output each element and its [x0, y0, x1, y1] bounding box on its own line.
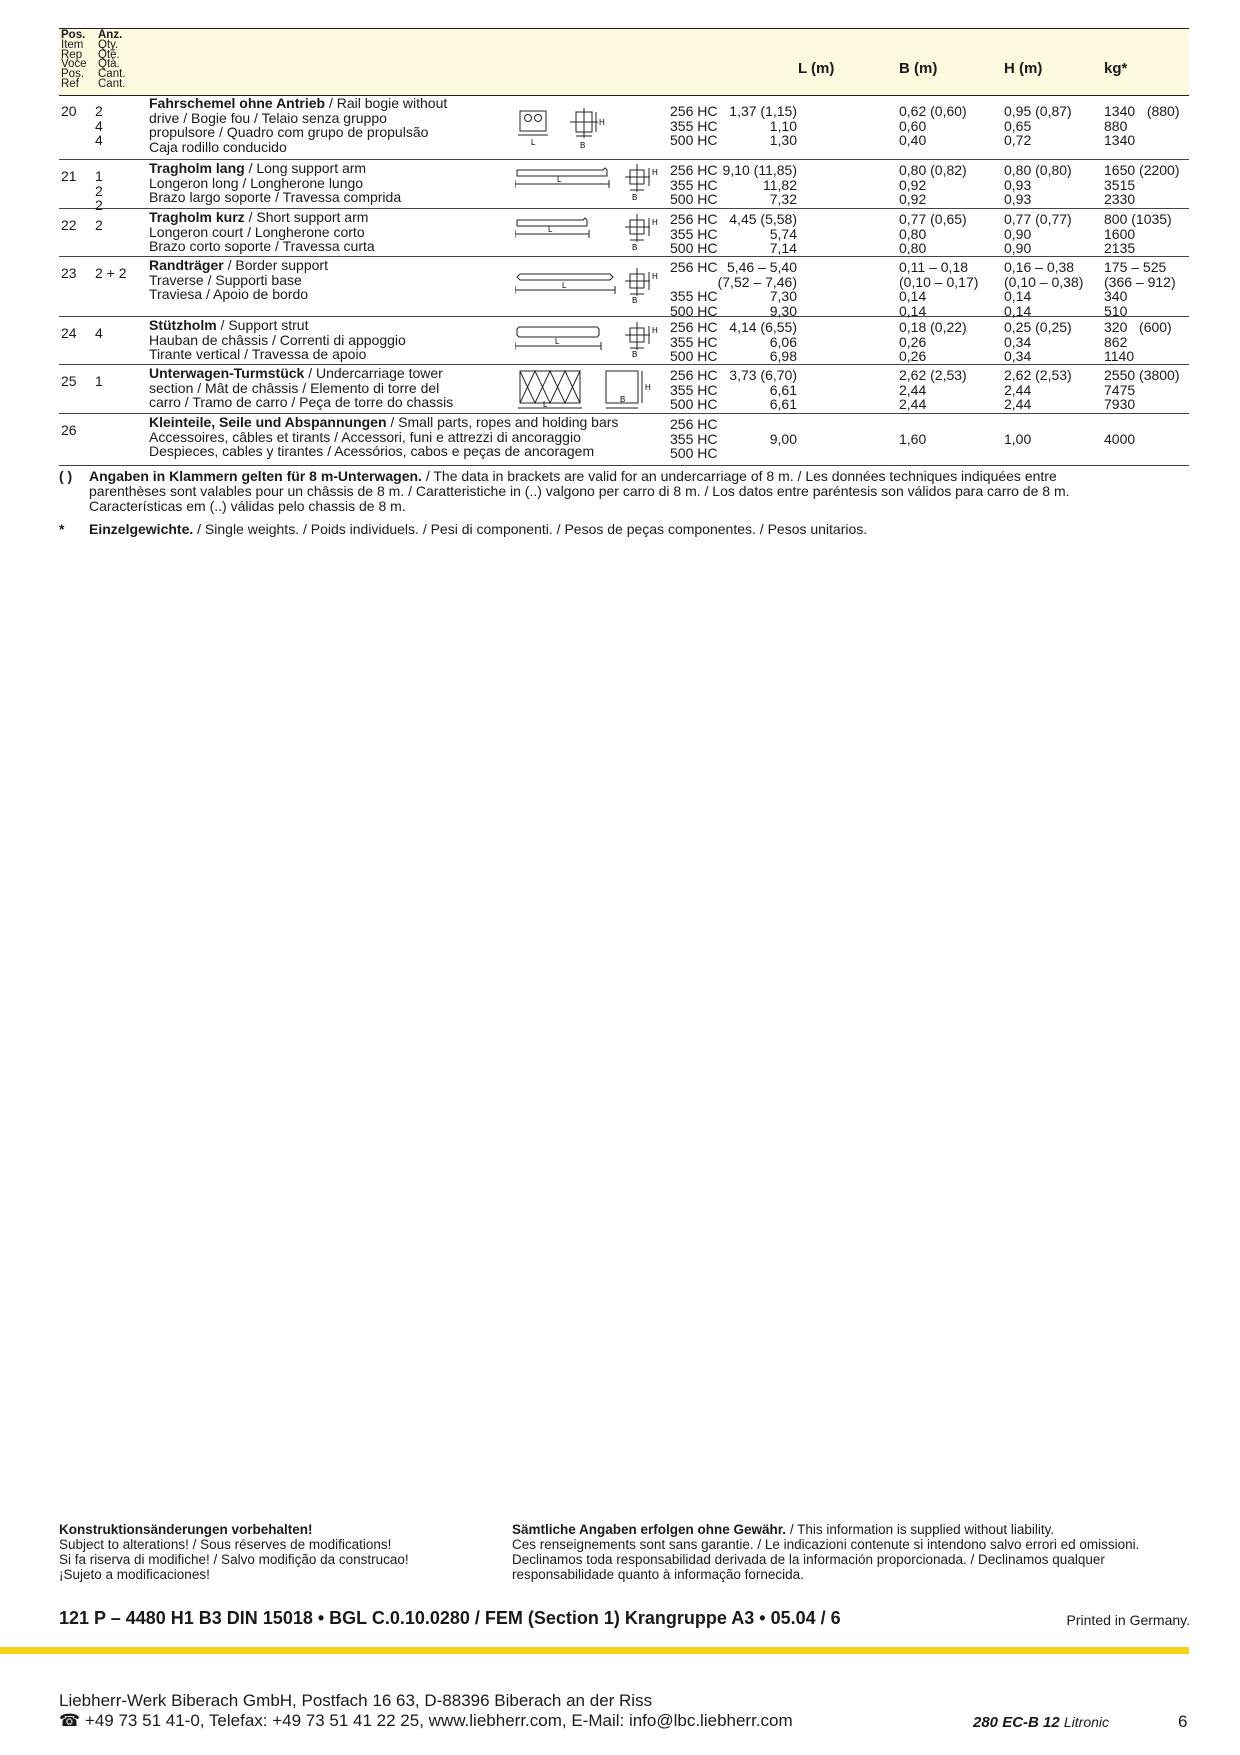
- description-text: drive / Bogie fou / Telaio senza gruppo: [149, 109, 387, 126]
- quantity-value: 2 + 2: [95, 265, 127, 281]
- qty-label: Qtà.: [98, 58, 120, 71]
- weight-value: 2550 (3800): [1104, 367, 1180, 383]
- description-text: Traverse / Supporti base: [149, 271, 302, 288]
- row-description: [149, 415, 618, 459]
- row-width: [899, 320, 967, 364]
- row-width: [899, 163, 967, 207]
- bracket-note-text: parenthèses sont valables pour un châssis de 8 m. / Caratteristiche in (..) valgono per carro di 8 m. / Los datos entre paréntesis son válidos para carro de 8 m.: [89, 483, 1070, 499]
- row-height: [1004, 104, 1072, 148]
- figure-label-h: H: [652, 326, 658, 335]
- weight-value: [1104, 446, 1186, 461]
- length-value: 1,30: [769, 132, 797, 148]
- row-position: 22: [61, 217, 77, 233]
- height-value: 0,72: [1004, 132, 1032, 148]
- liability-line: Ces renseignements sont sans garantie. / Le indicazioni contenute si intendono salvo errori ed omissioni.: [512, 1537, 1140, 1552]
- description-bold: Kleinteile, Seile und Abspannungen: [149, 414, 387, 430]
- height-value: 0,95 (0,87): [1004, 103, 1072, 119]
- row-weight: [1104, 417, 1186, 461]
- row-quantity: [95, 169, 103, 213]
- row-height: [1004, 417, 1031, 461]
- height-value: [1004, 446, 1031, 461]
- height-value: 0,90: [1004, 240, 1032, 256]
- width-value: 0,40: [899, 132, 927, 148]
- figure-label-h: H: [652, 272, 658, 281]
- row-height: [1004, 320, 1072, 364]
- length-value: 6,61: [769, 396, 797, 412]
- liability-bold: Sämtliche Angaben erfolgen ohne Gewähr.: [512, 1522, 787, 1537]
- length-value: 4,14 (6,55): [729, 319, 797, 335]
- contact-text: +49 73 51 41-0, Telefax: +49 73 51 41 22 25, www.liebherr.com, E-Mail: info@lbc.liebherr.com: [84, 1711, 793, 1730]
- pos-label: Pos.: [61, 68, 85, 81]
- model-value: 355 HC: [670, 176, 718, 193]
- qty-label: Cant.: [98, 68, 126, 81]
- quantity-value: 4: [95, 325, 103, 341]
- width-value: 1,60: [899, 430, 927, 447]
- alterations-line: Subject to alterations! / Sous réserves de modifications!: [59, 1537, 392, 1552]
- length-value: 6,06: [769, 333, 797, 350]
- alterations-line: ¡Sujeto a modificaciones!: [59, 1567, 210, 1582]
- model-value: 256 HC: [670, 162, 718, 178]
- description-text: Brazo corto soporte / Travessa curta: [149, 238, 375, 254]
- length-value: [707, 446, 797, 461]
- width-value: 0,18 (0,22): [899, 319, 967, 335]
- figure-label-b: B: [620, 395, 626, 404]
- column-header-width: B (m): [899, 60, 938, 77]
- row-weight: [1104, 163, 1186, 207]
- width-value: 0,26: [899, 333, 927, 350]
- length-value: 7,14: [769, 240, 797, 256]
- column-header-height: H (m): [1004, 60, 1043, 77]
- short-support-arm-figure: [515, 212, 665, 252]
- height-value: 0,14: [1004, 288, 1032, 304]
- length-value: 1,10: [769, 117, 797, 134]
- length-value: [707, 417, 797, 432]
- quantity-value: 2: [95, 217, 103, 233]
- length-value: (7,52 – 7,46): [717, 273, 797, 290]
- pos-label: Rep: [61, 48, 83, 61]
- row-weight: [1104, 320, 1186, 364]
- row-width: [899, 212, 967, 256]
- liability-line: Declinamos toda responsabilidad derivada de la información proporcionada. / Declinamos qualquer: [512, 1552, 1105, 1567]
- width-value: 0,92: [899, 176, 927, 193]
- description-text: Longeron court / Longherone corto: [149, 223, 365, 240]
- row-description: [149, 366, 453, 410]
- row-width: [899, 260, 978, 318]
- row-position: 23: [61, 265, 77, 281]
- height-value: 2,44: [1004, 381, 1032, 398]
- description-text: Tirante vertical / Travessa de apoio: [149, 346, 367, 362]
- height-value: 0,34: [1004, 348, 1032, 364]
- page-number: 6: [1178, 1712, 1188, 1731]
- weight-value: [1104, 417, 1186, 432]
- qty-label: Qté.: [98, 48, 120, 61]
- row-position: 20: [61, 103, 77, 119]
- length-value: 11,82: [763, 176, 797, 193]
- height-value: 0,34: [1004, 333, 1032, 350]
- row-quantity: [95, 374, 103, 389]
- bracket-note-bold: Angaben in Klammern gelten für 8 m-Unterwagen.: [89, 468, 422, 484]
- height-value: 2,62 (2,53): [1004, 367, 1072, 383]
- alterations-bold: Konstruktionsänderungen vorbehalten!: [59, 1522, 313, 1537]
- row-length: [707, 368, 797, 412]
- width-value: 0,14: [899, 288, 927, 304]
- pos-label: Voce: [61, 58, 87, 71]
- width-value: 0,80 (0,82): [899, 162, 967, 178]
- bracket-note-text: / The data in brackets are valid for an undercarriage of 8 m. / Les données techniques indiquées entre: [421, 468, 1057, 484]
- width-value: 0,80: [899, 225, 927, 242]
- row-quantity: [95, 326, 103, 341]
- row-length: [707, 417, 797, 461]
- row-height: [1004, 212, 1072, 256]
- model-value: 256 HC: [670, 367, 718, 383]
- model-value: 256 HC: [670, 259, 718, 275]
- length-value: 9,30: [769, 302, 797, 319]
- weight-value: 1600: [1104, 225, 1136, 242]
- row-height: [1004, 368, 1072, 412]
- weight-value: 175 – 525: [1104, 259, 1167, 275]
- row-description: [149, 258, 328, 302]
- quantity-value: 2: [95, 197, 103, 213]
- column-header-length: L (m): [798, 60, 835, 77]
- model-value: 355 HC: [670, 288, 718, 304]
- figure-label-l: L: [548, 225, 553, 234]
- width-value: 0,92: [899, 191, 927, 207]
- description-bold: Fahrschemel ohne Antrieb: [149, 95, 326, 111]
- liability-line: responsabilidade quanto à informação fornecida.: [512, 1567, 804, 1582]
- model-value: 355 HC: [670, 333, 718, 350]
- height-value: (0,10 – 0,38): [1004, 273, 1084, 290]
- figure-label-b: B: [580, 141, 586, 150]
- weight-value: 1650 (2200): [1104, 162, 1180, 178]
- weights-note-bold: Einzelgewichte.: [89, 521, 194, 537]
- description-text: Brazo largo soporte / Travessa comprida: [149, 189, 402, 205]
- weight-value: 3515: [1104, 176, 1136, 193]
- width-value: 2,44: [899, 396, 927, 412]
- model-value: 500 HC: [670, 445, 718, 461]
- row-position: 26: [61, 422, 77, 438]
- model-value: 355 HC: [670, 225, 718, 242]
- weight-value: 1140: [1104, 348, 1135, 364]
- height-value: [1004, 417, 1031, 432]
- description-text: carro / Tramo de carro / Peça de torre do chassis: [149, 394, 454, 410]
- weight-value: 7930: [1104, 396, 1136, 412]
- figure-label-b: B: [632, 350, 638, 359]
- model-value: 355 HC: [670, 117, 718, 134]
- figure-label-h: H: [652, 218, 658, 227]
- row-description: [149, 96, 447, 154]
- row-position: 25: [61, 373, 77, 389]
- weight-value: 320 (600): [1104, 319, 1172, 335]
- pos-label: Item: [61, 38, 84, 51]
- model-value: 256 HC: [670, 103, 718, 119]
- length-value: 9,10 (11,85): [722, 162, 797, 178]
- length-value: 7,32: [769, 191, 797, 207]
- length-value: 6,61: [769, 381, 797, 398]
- row-width: [899, 104, 967, 148]
- length-value: 1,37 (1,15): [729, 103, 797, 119]
- description-bold: Unterwagen-Turmstück: [149, 365, 305, 381]
- model-value: 355 HC: [670, 381, 718, 398]
- description-text: / Undercarriage tower: [304, 365, 443, 381]
- length-value: 6,98: [769, 348, 797, 364]
- length-value: 4,45 (5,58): [729, 211, 797, 227]
- figure-label-h: H: [599, 118, 605, 127]
- model-value: 256 HC: [670, 211, 718, 227]
- height-value: 1,00: [1004, 430, 1032, 447]
- figure-label-h: H: [645, 383, 651, 392]
- description-text: / Support strut: [216, 317, 309, 333]
- row-quantity: [95, 218, 103, 233]
- description-text: Traviesa / Apoio de bordo: [149, 286, 309, 302]
- phone-icon: ☎: [59, 1711, 81, 1730]
- description-bold: Tragholm lang: [149, 160, 245, 176]
- row-quantity: [95, 266, 127, 281]
- figure-label-l: L: [562, 281, 567, 290]
- row-quantity: [95, 104, 103, 148]
- description-text: / Small parts, ropes and holding bars: [386, 414, 619, 430]
- row-weight: [1104, 368, 1186, 412]
- width-value: 0,26: [899, 348, 927, 364]
- weights-note: [59, 522, 867, 537]
- quantity-value: 4: [95, 117, 103, 134]
- row-length: [707, 320, 797, 364]
- weight-value: 1340: [1104, 132, 1136, 148]
- description-text: / Short support arm: [244, 209, 369, 225]
- border-support-figure: [515, 268, 665, 306]
- length-value: 7,30: [769, 288, 797, 304]
- weight-value: 2135: [1104, 240, 1136, 256]
- weight-value: 2330: [1104, 191, 1136, 207]
- width-value: 0,77 (0,65): [899, 211, 967, 227]
- figure-label-l: L: [555, 337, 560, 346]
- model-value: 500 HC: [670, 191, 718, 207]
- row-length: [707, 163, 797, 207]
- weight-value: 7475: [1104, 381, 1136, 398]
- width-value: 0,11 – 0,18: [899, 259, 969, 275]
- weight-value: 800 (1035): [1104, 211, 1172, 227]
- column-header-weight: kg*: [1104, 60, 1128, 77]
- row-weight: [1104, 212, 1186, 256]
- row-height: [1004, 163, 1072, 207]
- row-length: [707, 104, 797, 148]
- brand-name: Litronic: [1063, 1714, 1110, 1730]
- row-weight: [1104, 104, 1186, 148]
- figure-label-b: B: [632, 193, 638, 202]
- description-text: Accessoires, câbles et tirants / Accessori, funi e attrezzi di ancoraggio: [149, 428, 581, 445]
- description-text: Longeron long / Longherone lungo: [149, 174, 364, 191]
- liability-disclaimer: [512, 1522, 1192, 1582]
- model-name: [973, 1714, 1109, 1731]
- row-length: [707, 260, 797, 318]
- row-width: [899, 417, 926, 461]
- description-text: Despieces, cables y tirantes / Acessórios, cabos e peças de ancoragem: [149, 443, 595, 459]
- description-text: / Long support arm: [244, 160, 367, 176]
- length-value: 5,74: [769, 225, 797, 242]
- length-value: 5,46 – 5,40: [726, 259, 797, 275]
- height-value: 2,44: [1004, 396, 1032, 412]
- bracket-symbol: ( ): [59, 468, 73, 484]
- description-bold: Stützholm: [149, 317, 217, 333]
- description-text: propulsore / Quadro com grupo de propulsão: [149, 124, 429, 140]
- model-value: 256 HC: [670, 416, 718, 432]
- model-number: 280 EC-B 12: [973, 1714, 1060, 1731]
- weight-value: 1340 (880): [1104, 103, 1180, 119]
- model-value: 256 HC: [670, 319, 718, 335]
- weight-value: 4000: [1104, 430, 1136, 447]
- height-value: 0,93: [1004, 191, 1032, 207]
- qty-label: Cant.: [98, 77, 126, 90]
- quantity-value: 2: [95, 182, 103, 199]
- model-value: 500 HC: [670, 348, 718, 364]
- model-value: 500 HC: [670, 396, 718, 412]
- model-value: 355 HC: [670, 430, 718, 447]
- bracket-note: [59, 469, 1189, 514]
- width-value: 0,60: [899, 117, 927, 134]
- weight-value: 862: [1104, 333, 1128, 350]
- yellow-rule: [0, 1647, 1189, 1654]
- height-value: 0,93: [1004, 176, 1032, 193]
- height-value: 0,77 (0,77): [1004, 211, 1072, 227]
- pos-header: [61, 31, 87, 90]
- liability-line: / This information is supplied without liability.: [786, 1522, 1055, 1537]
- width-value: 2,44: [899, 381, 927, 398]
- weight-value: 880: [1104, 117, 1128, 134]
- description-text: / Rail bogie without: [325, 95, 448, 111]
- row-length: [707, 212, 797, 256]
- description-bold: Tragholm kurz: [149, 209, 245, 225]
- support-strut-figure: [515, 322, 665, 360]
- pos-label: Pos.: [61, 29, 86, 41]
- row-position: 24: [61, 325, 77, 341]
- weight-value: 510: [1104, 302, 1128, 319]
- width-value: 0,80: [899, 240, 927, 256]
- weight-value: (366 – 912): [1104, 273, 1176, 290]
- row-description: [149, 318, 406, 362]
- length-value: 9,00: [769, 430, 797, 447]
- qty-label: Qty.: [98, 38, 119, 51]
- star-symbol: *: [59, 521, 65, 537]
- length-value: 3,73 (6,70): [729, 367, 797, 383]
- height-value: 0,65: [1004, 117, 1032, 134]
- tower-section-figure: [518, 368, 668, 412]
- description-text: section / Mât de châssis / Elemento di torre del: [149, 379, 440, 396]
- width-value: (0,10 – 0,17): [899, 273, 979, 290]
- height-value: 0,90: [1004, 225, 1032, 242]
- long-support-arm-figure: [515, 162, 665, 202]
- document-code: 121 P – 4480 H1 B3 DIN 15018 • BGL C.0.10.0280 / FEM (Section 1) Krangruppe A3 • 05.04 / 6: [59, 1608, 841, 1628]
- qty-header: [98, 31, 126, 90]
- model-value: 500 HC: [670, 240, 718, 256]
- row-description: [149, 210, 375, 254]
- qty-label: Anz.: [98, 29, 123, 41]
- figure-label-l: L: [543, 400, 548, 409]
- row-position: 21: [61, 168, 77, 184]
- row-weight: [1104, 260, 1186, 318]
- figure-label-h: H: [652, 168, 658, 177]
- rail-bogie-figure: [518, 108, 608, 150]
- weight-value: 340: [1104, 288, 1128, 304]
- alterations-disclaimer: [59, 1522, 499, 1582]
- figure-label-b: B: [632, 296, 638, 305]
- description-text: Hauban de châssis / Correnti di appoggio: [149, 331, 406, 348]
- height-value: 0,14: [1004, 302, 1032, 319]
- figure-label-l: L: [557, 175, 562, 184]
- figure-label-l: L: [531, 138, 536, 147]
- pos-label: Ref: [61, 77, 79, 90]
- quantity-value: 2: [95, 103, 103, 119]
- height-value: 0,80 (0,80): [1004, 162, 1072, 178]
- weights-note-text: / Single weights. / Poids individuels. / Pesi di componenti. / Pesos de peças componentes. / Pesos unitarios.: [193, 521, 868, 537]
- width-value: 2,62 (2,53): [899, 367, 967, 383]
- quantity-value: 4: [95, 132, 103, 148]
- width-value: [899, 417, 926, 432]
- width-value: [899, 446, 926, 461]
- quantity-value: 1: [95, 373, 103, 389]
- alterations-line: Si fa riserva di modifiche! / Salvo modifição da construcao!: [59, 1552, 409, 1567]
- model-value: 500 HC: [670, 302, 718, 319]
- description-bold: Randträger: [149, 257, 224, 273]
- row-height: [1004, 260, 1083, 318]
- table-row: [59, 94, 1189, 160]
- height-value: 0,16 – 0,38: [1004, 259, 1075, 275]
- description-text: / Border support: [223, 257, 328, 273]
- printed-in: Printed in Germany.: [1066, 1612, 1190, 1628]
- company-address: Liebherr-Werk Biberach GmbH, Postfach 16 63, D-88396 Biberach an der Riss: [59, 1691, 653, 1710]
- quantity-value: 1: [95, 168, 103, 184]
- table-row: [59, 413, 1189, 466]
- model-value: 500 HC: [670, 132, 718, 148]
- row-description: [149, 161, 401, 205]
- company-contact: [59, 1711, 793, 1731]
- width-value: 0,14: [899, 302, 927, 319]
- row-width: [899, 368, 967, 412]
- description-text: Caja rodillo conducido: [149, 138, 287, 155]
- bracket-note-text: Características em (..) válidas pelo chassis de 8 m.: [89, 498, 406, 514]
- height-value: 0,25 (0,25): [1004, 319, 1072, 335]
- table-header: [59, 28, 1189, 96]
- figure-label-b: B: [632, 243, 638, 252]
- width-value: 0,62 (0,60): [899, 103, 967, 119]
